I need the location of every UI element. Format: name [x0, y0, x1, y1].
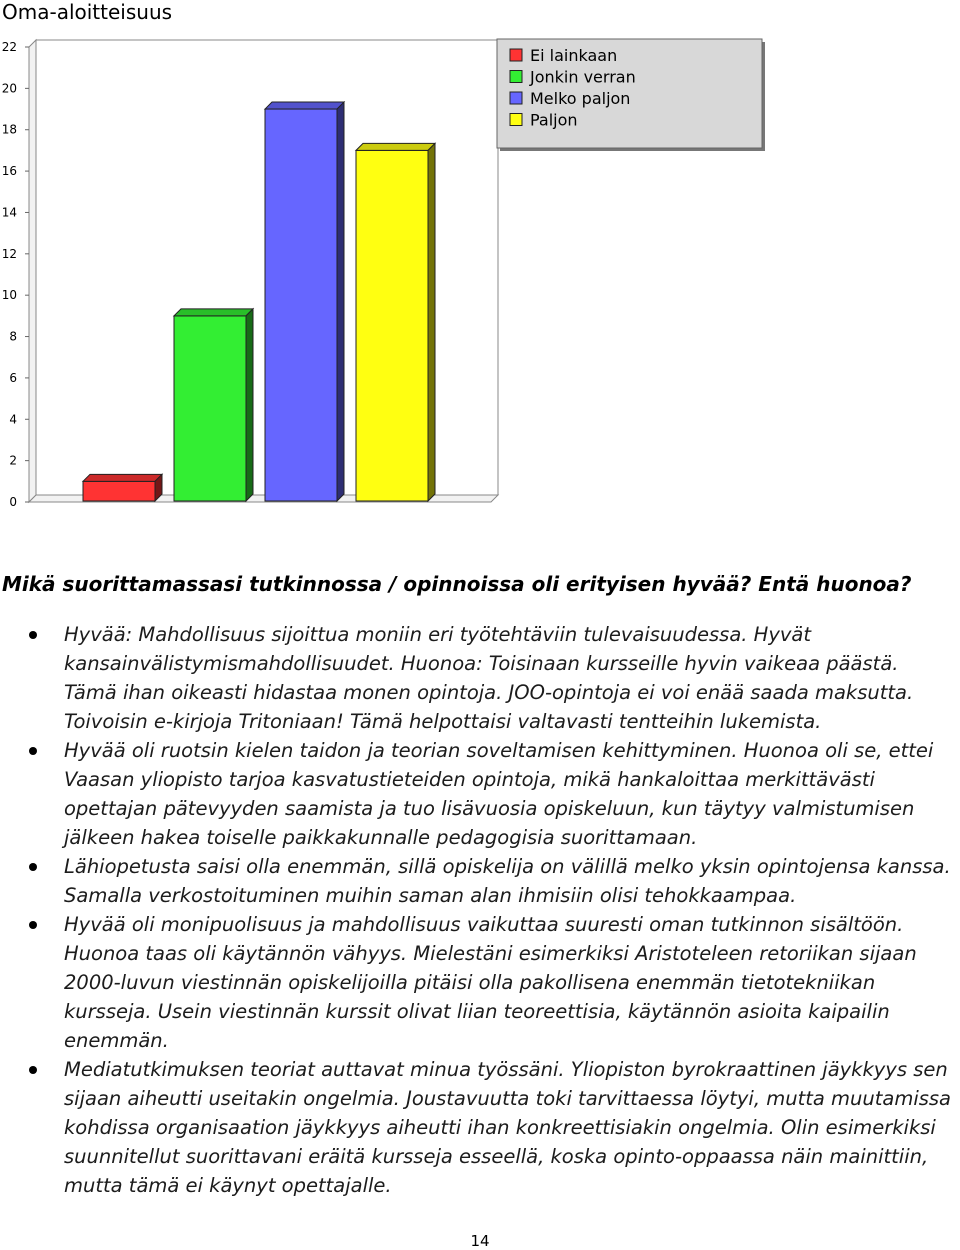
page-number: 14: [470, 1232, 490, 1250]
y-tick-label: 4: [9, 412, 17, 427]
y-tick-label: 10: [1, 288, 17, 303]
legend-swatch: [510, 49, 522, 61]
bar: [83, 481, 155, 501]
bar: [174, 316, 246, 501]
y-tick-label: 20: [1, 81, 17, 96]
bar-chart: [0, 28, 780, 508]
bar-side: [337, 102, 344, 501]
legend-label: Ei lainkaan: [530, 46, 618, 65]
list-item: [0, 736, 958, 852]
question-heading: Mikä suorittamassasi tutkinnossa / opinnoissa oli erityisen hyvää? Entä huonoa?: [2, 572, 912, 596]
legend-label: Melko paljon: [530, 89, 631, 108]
bar-side: [428, 143, 435, 501]
bar-top: [174, 309, 253, 316]
legend-swatch: [510, 114, 522, 126]
y-tick-label: 6: [9, 370, 17, 385]
bullet-icon: [29, 631, 37, 639]
answer-text: Hyvää: Mahdollisuus sijoittua moniin eri työtehtäviin tulevaisuudessa. Hyvät kansainvälistymismahdollisuudet. Huonoa: Toisinaan kursseille hyvin vaikeaa päästä. Tämä ihan oikeasti hidastaa monen opintoja. JOO-opintoja ei voi enää saada maksutta. Toivoisin e-kirjoja Tritoniaan! Tämä helpottaisi valtavasti tentteihin lukemista.: [64, 623, 914, 733]
legend-label: Jonkin verran: [530, 67, 636, 87]
y-tick-label: 14: [1, 205, 17, 220]
bullet-icon: [29, 1066, 37, 1074]
bullet-icon: [29, 747, 37, 755]
y-tick-label: 16: [1, 164, 17, 179]
bar-side: [246, 309, 253, 501]
y-tick-label: 22: [1, 40, 17, 54]
chart-title: Oma-aloitteisuus: [2, 0, 173, 24]
answer-text: Lähiopetusta saisi olla enemmän, sillä opiskelija on välillä melko yksin opintojensa kanssa. Samalla verkostoituminen muihin saman alan ihmisiin olisi tehokkaampaa.: [64, 855, 951, 907]
y-tick-label: 12: [1, 246, 17, 261]
plot-side-wall: [29, 40, 36, 502]
list-item: [0, 620, 958, 736]
bar-top: [83, 474, 162, 481]
answer-text: Hyvää oli monipuolisuus ja mahdollisuus vaikuttaa suuresti oman tutkinnon sisältöön. Huonoa taas oli käytännön vähyys. Mielestäni esimerkiksi Aristoteleen retoriikan sijaan 2000-luvun viestinnän opiskelijoilla pitäisi olla pakollisena enemmän tietotekniikan kursseja. Usein viestinnän kurssit olivat liian teoreettisia, käytännön asioita kaipailin enemmän.: [64, 913, 917, 1052]
answer-text: Mediatutkimuksen teoriat auttavat minua työssäni. Yliopiston byrokraattinen jäykkyys sen sijaan aiheutti useitakin ongelmia. Joustavuutta toki tarvittaessa löytyi, mutta muutamissa kohdissa organisaation jäykkyys aiheutti ihan konkreettisiakin ongelmia. Olin esimerkiksi suunnitellut suorittavani eräitä kursseja esseellä, koska opinto-oppaassa näin mainittiin, mutta tämä ei käynyt opettajalle.: [64, 1058, 952, 1197]
bullet-icon: [29, 921, 37, 929]
list-item: [0, 852, 958, 910]
bar: [265, 109, 337, 501]
y-tick-label: 18: [1, 122, 17, 137]
list-item: [0, 1055, 958, 1200]
list-item: [0, 910, 958, 1055]
bar-top: [356, 143, 435, 150]
answer-list: [0, 620, 958, 1200]
bar: [356, 150, 428, 501]
legend-label: Paljon: [530, 110, 578, 130]
y-tick-label: 8: [9, 329, 17, 344]
legend-swatch: [510, 92, 522, 104]
bar-top: [265, 102, 344, 109]
y-tick-label: 2: [9, 453, 17, 468]
legend-swatch: [510, 71, 522, 83]
y-tick-label: 0: [9, 495, 17, 508]
bullet-icon: [29, 863, 37, 871]
answer-text: Hyvää oli ruotsin kielen taidon ja teorian soveltamisen kehittyminen. Huonoa oli se, ettei Vaasan yliopisto tarjoa kasvatustieteiden opintoja, mikä hankaloittaa merkittävästi opettajan pätevyyden saamista ja tuo lisävuosia opiskeluun, kun täytyy valmistumisen jälkeen hakea toiselle paikkakunnalle pedagogisia suorittamaan.: [64, 739, 934, 849]
